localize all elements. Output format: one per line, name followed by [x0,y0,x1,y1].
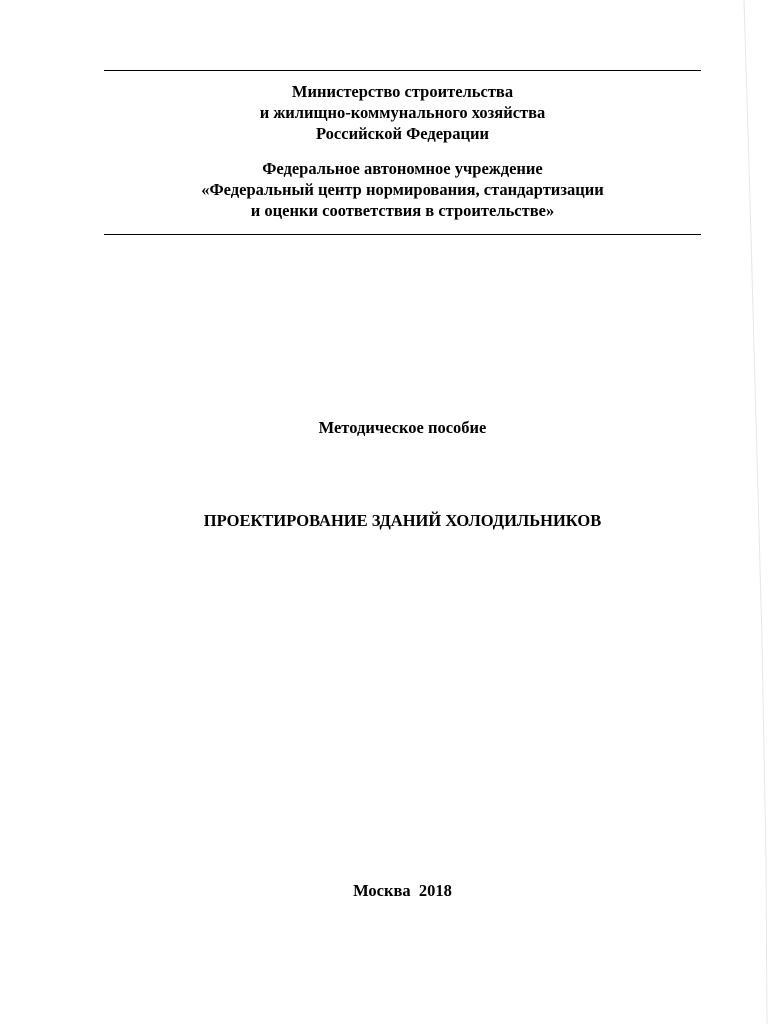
ministry-line-1: Министерство строительства [291,82,514,101]
institution-heading [104,158,701,221]
institution-line-3: и оценки соответствия в строительстве» [250,201,555,220]
city-year: Москва 2018 [353,881,452,900]
institution-line-1: Федеральное автономное учреждение [262,159,543,178]
top-divider [104,70,701,71]
ministry-line-2: и жилищно-коммунального хозяйства [259,103,546,122]
ministry-heading [104,81,701,144]
bottom-divider [104,234,701,235]
ministry-line-3: Российской Федерации [316,124,489,143]
document-title: ПРОЕКТИРОВАНИЕ ЗДАНИЙ ХОЛОДИЛЬНИКОВ [203,511,602,530]
institution-line-2: «Федеральный центр нормирования, стандартизации [201,180,604,199]
document-type: Методическое пособие [318,418,487,437]
scan-edge-line [740,0,768,1024]
